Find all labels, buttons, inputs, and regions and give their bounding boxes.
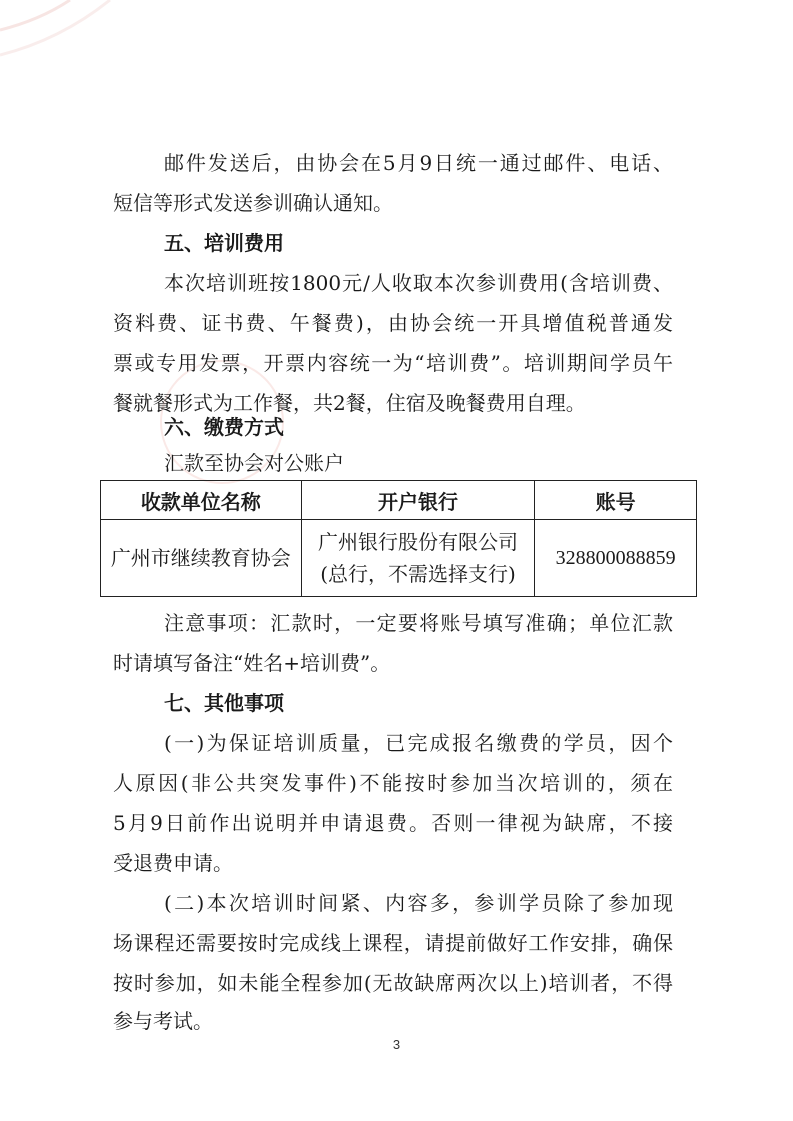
paragraph-line: 场课程还需要按时完成线上课程，请提前做好工作安排，确保 xyxy=(113,931,673,955)
paragraph-line: 注意事项：汇款时，一定要将账号填写准确；单位汇款 xyxy=(164,611,673,635)
paragraph-line: 参与考试。 xyxy=(113,1009,213,1033)
paragraph-line: 汇款至协会对公账户 xyxy=(164,451,344,475)
paragraph-line: (二)本次培训时间紧、内容多，参训学员除了参加现 xyxy=(164,891,673,915)
paragraph-line: 按时参加，如未能全程参加(无故缺席两次以上)培训者，不得 xyxy=(113,971,673,995)
cell-bank xyxy=(301,520,535,597)
table-row xyxy=(101,520,697,597)
header-payee: 收款单位名称 xyxy=(101,481,302,520)
cell-payee: 广州市继续教育协会 xyxy=(101,520,302,597)
section-heading-other: 七、其他事项 xyxy=(164,691,284,715)
seal-fragment-mark xyxy=(0,0,130,90)
paragraph-line: 邮件发送后，由协会在5月9日统一通过邮件、电话、 xyxy=(164,151,673,175)
paragraph-line: 票或专用发票，开票内容统一为“培训费”。培训期间学员午 xyxy=(113,351,673,375)
paragraph-line: 时请填写备注“姓名+培训费”。 xyxy=(113,651,391,675)
paragraph-line: (一)为保证培训质量，已完成报名缴费的学员，因个 xyxy=(164,731,673,755)
bank-branch-note: (总行，不需选择支行) xyxy=(320,562,516,586)
paragraph-line: 人原因(非公共突发事件)不能按时参加当次培训的，须在 xyxy=(113,771,673,795)
paragraph-line: 短信等形式发送参训确认通知。 xyxy=(113,191,393,215)
paragraph-line: 受退费申请。 xyxy=(113,851,233,875)
section-heading-payment: 六、缴费方式 xyxy=(164,415,284,439)
bank-account-table xyxy=(100,480,697,597)
paragraph-line: 资料费、证书费、午餐费)，由协会统一开具增值税普通发 xyxy=(113,311,673,335)
header-bank: 开户银行 xyxy=(301,481,535,520)
cell-account: 328800088859 xyxy=(535,520,697,597)
section-heading-fee: 五、培训费用 xyxy=(164,231,284,255)
paragraph-line: 5月9日前作出说明并申请退费。否则一律视为缺席，不接 xyxy=(113,811,673,835)
header-account: 账号 xyxy=(535,481,697,520)
paragraph-line: 餐就餐形式为工作餐，共2餐，住宿及晚餐费用自理。 xyxy=(113,391,586,415)
table-header-row xyxy=(101,481,697,520)
page-number: 3 xyxy=(392,1037,401,1052)
paragraph-line: 本次培训班按1800元/人收取本次参训费用(含培训费、 xyxy=(164,271,673,295)
bank-name-line: 广州银行股份有限公司 xyxy=(317,530,518,554)
